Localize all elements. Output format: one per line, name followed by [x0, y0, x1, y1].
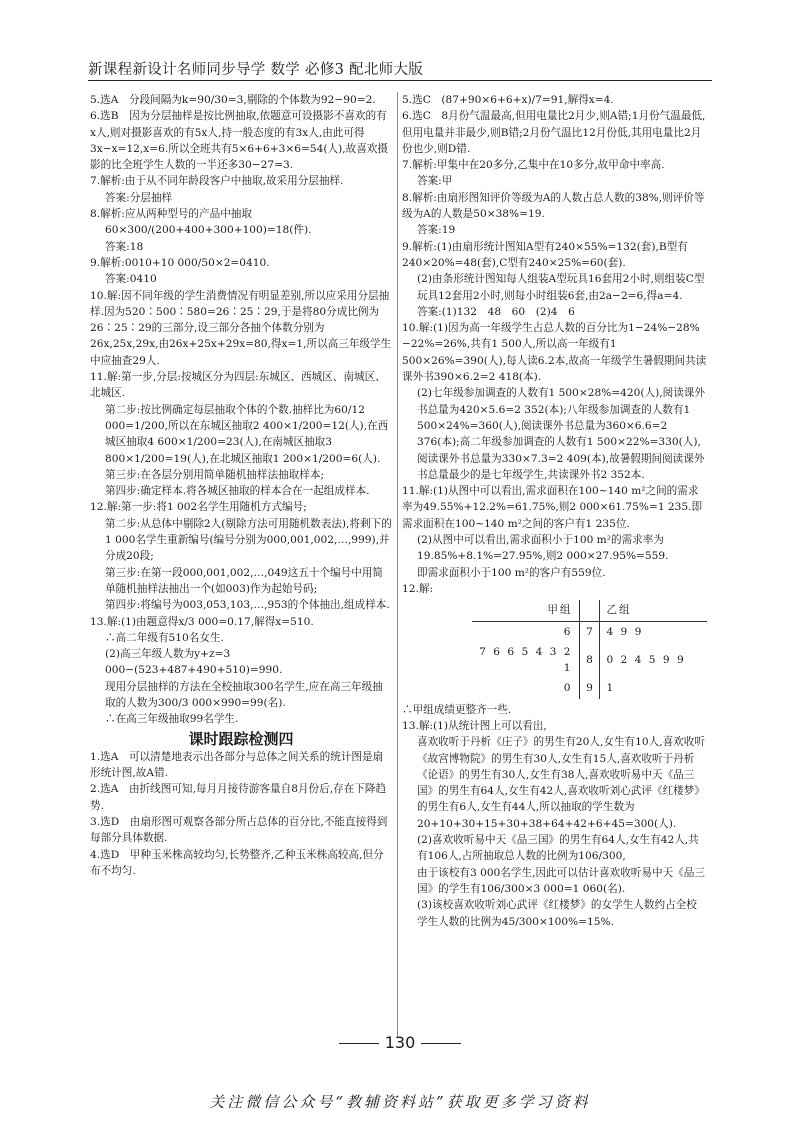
page-number: 130 — [0, 1033, 800, 1052]
quiz-answer-1: 1.选A 可以清楚地表示出各部分与总体之间关系的统计图是扇形统计图,故A错. — [90, 750, 384, 780]
quiz-answer-2: 2.选A 由折线图可知,每月月接待游客量自8月份后,存在下降趋势. — [90, 783, 387, 812]
stem-leaf-row: 6 7 4 9 9 — [472, 621, 707, 642]
quiz-answer-13-part1: 喜欢收听于丹析《庄子》的男生有20人,女生有10人,喜欢收听《故宫博物院》的男生有30人,女生有15人,喜欢收听于丹析《论语》的男生有30人,女生有38人,喜欢收听易中天《品三国》的男生有64人,女生有42人,喜欢收听刘心武评《红楼梦》的男生有6人,女生有44人,所以抽取的学生数为20+10+30+15+30+38+64+42+6+45=300(人). — [417, 736, 705, 830]
answer-11-step3: 第三步:在各层分别用简单随机抽样法抽取样本; — [105, 468, 325, 481]
quiz-answer-11-line3: 即需求面积小于100 m²的客户有559位. — [417, 566, 606, 579]
stem-leaf-row: 7 6 6 5 4 3 2 1 8 0 2 4 5 9 9 — [472, 642, 707, 679]
quiz-answer-7-result: 答案:甲 — [417, 175, 453, 188]
answer-12-step2: 第二步:从总体中剔除2人(剔除方法可用随机数表法),将剩下的1 000名学生重新编号(编号分别为000,001,002,…,999),并分成20段; — [105, 517, 392, 563]
answer-6: 6.选B 因为分层抽样是按比例抽取,依题意可设摄影不喜欢的有x人,则对摄影喜欢的有5x人,持一般态度的有3x人,由此可得3x−x=12,x=6.所以全班共有5×6+6+3×6=54(人),故喜欢摄影的比全班学生人数的一半还多30−27=3. — [90, 110, 388, 172]
answer-11: 11.解:第一步,分层:按城区分为四层:东城区、西城区、南城区、北城区. — [90, 371, 386, 400]
answer-8: 8.解析:应从两种型号的产品中抽取 — [90, 208, 252, 221]
quiz-answer-9-part2: (2)由条形统计图知每人组装A型玩具16套用2小时,则组装C型玩具12套用2小时,则每小时组装6套,由2a−2=6,得a=4. — [417, 273, 705, 302]
answer-13-line2: ∴高二年级有510名女生. — [105, 631, 224, 644]
answer-13-part2: (2)高三年级人数为y+z=3 000−(523+487+490+510)=990. — [105, 648, 283, 677]
right-column — [402, 92, 707, 930]
answer-12: 12.解:第一步:将1 002名学生用随机方式编号; — [90, 501, 307, 514]
answer-12-step3: 第三步:在第一段000,001,002,…,049这五十个编号中用简单随机抽样法抽出一个(如003)作为起始号码; — [105, 566, 384, 595]
quiz-answer-11: 11.解:(1)从图中可以看出,需求面积在100~140 m²之间的需求率为49.55%+12.2%=61.75%,则2 000×61.75%=1 235.即需求面积在100~140 m²之间的客户有1 235位. — [402, 485, 703, 530]
stem-leaf-row: 0 9 1 — [472, 678, 707, 698]
quiz-answer-10-part2: (2)七年级参加调查的人数有1 500×28%=420(人),阅读课外书总量为420×5.6=2 352(本);八年级参加调查的人数有1 500×24%=360(人),阅读课外书总量为360×6.6=2 376(本);高二年级参加调查的人数有1 500×22%=330(人),阅读课外书总量为330×7.3=2 409(本),故暑假期间阅读课外书总量最少的是七年级学生,共读课外书2 352本. — [417, 387, 705, 481]
answer-13: 13.解:(1)由题意得x/3 000=0.17,解得x=510. — [90, 615, 314, 628]
stem-leaf-plot — [402, 600, 707, 698]
quiz-answer-6: 6.选C 8月份气温最高,但用电量比2月少,则A错;1月份气温最低,但用电量并非最少,则B错;2月份气温比12月份低,其用电量比2月份也少,则D错. — [402, 110, 706, 155]
answer-9: 9.解析:0010+10 000/50×2=0410. — [90, 256, 270, 269]
answer-7: 7.解析:由于从不同年龄段客户中抽取,故采用分层抽样. — [90, 175, 344, 188]
left-column — [90, 92, 392, 879]
answer-10: 10.解:因不同年级的学生消费情况有明显差别,所以应采用分层抽样.因为520∶500∶580=26∶25∶29,于是将80分成比例为26∶25∶29的三部分,设三部分各抽个体数分别为26x,25x,29x,由26x+25x+29x=80,得x=1,所以高三年级学生中应抽查29人. — [90, 289, 392, 367]
quiz-answer-8: 8.解析:由扇形图知评价等级为A的人数占总人数的38%,则评价等级为A的人数是50×38%=19. — [402, 191, 705, 221]
stem-leaf-left-header: 甲组 — [472, 600, 579, 621]
page-header: 新课程新设计名师同步导学 数学 必修3 配北师大版 — [88, 62, 424, 78]
header-rule — [88, 80, 712, 81]
quiz-answer-8-result: 答案:19 — [417, 224, 456, 237]
answer-8-result: 答案:18 — [105, 240, 144, 253]
quiz-answer-13: 13.解:(1)从统计图上可以看出, — [402, 719, 547, 732]
answer-12-step4: 第四步:将编号为003,053,103,…,953的个体抽出,组成样本. — [105, 599, 390, 612]
quiz-answer-13-part2: (2)喜欢收听易中天《品三国》的男生有64人,女生有42人,共有106人,占所抽取总人数的比例为106/300, — [417, 834, 699, 863]
quiz-answer-5: 5.选C (87+90×6+6+x)/7=91,解得x=4. — [402, 94, 614, 106]
quiz-answer-7: 7.解析:甲集中在20多分,乙集中在10多分,故甲命中率高. — [402, 159, 665, 172]
section-title: 课时跟踪检测四 — [188, 729, 294, 748]
answer-5: 5.选A 分段间隔为k=90/30=3,剔除的个体数为92−90=2. — [90, 94, 376, 106]
quiz-answer-9-result: 答案:(1)132 48 60 (2)4 6 — [417, 305, 575, 318]
quiz-answer-9: 9.解析:(1)由扇形统计图知A型有240×55%=132(套),B型有240×20%=48(套),C型有240×25%=60(套). — [402, 240, 688, 269]
footer-note: 关注微信公众号“教辅资料站”获取更多学习资料 — [209, 1093, 591, 1111]
answer-9-result: 答案:0410 — [105, 273, 157, 286]
quiz-answer-10: 10.解:(1)因为高一年级学生占总人数的百分比为1−24%−28%−22%=26%,共有1 500人,所以高一年级有1 500×26%=390(人),每人读6.2本,故高一年级学生暑假期间共读课外书390×6.2=2 418(本). — [402, 322, 707, 384]
quiz-answer-12-conclusion: ∴甲组成绩更整齐一些. — [402, 703, 512, 716]
answer-7-result: 答案:分层抽样 — [105, 191, 173, 204]
quiz-answer-4: 4.选D 甲种玉米株高较均匀,长势整齐,乙种玉米株高较高,但分布不均匀. — [90, 848, 384, 877]
quiz-answer-12: 12.解: — [402, 582, 434, 595]
answer-11-step2: 第二步:按比例确定每层抽取个体的个数.抽样比为60/12 000=1/200,所以在东城区抽取2 400×1/200=12(人),在西城区抽取4 600×1/200=23(人),在南城区抽取3 800×1/200=19(人),在北城区抽取1 200×1/200=6(人). — [105, 403, 389, 465]
answer-13-line4: 现用分层抽样的方法在全校抽取300名学生,应在高三年级抽取的人数为300/3 000×990=99(名). — [105, 680, 383, 709]
answer-8-formula: 60×300/(200+400+300+100)=18(件). — [105, 224, 312, 237]
quiz-answer-13-part3: (3)该校喜欢收听刘心武评《红楼梦》的女学生人数约占全校学生人数的比例为45/300×100%=15%. — [417, 899, 697, 928]
quiz-answer-13-estimate: 由于该校有3 000名学生,因此可以估计喜欢收听易中天《品三国》的学生有106/300×3 000=1 060(名). — [417, 866, 705, 895]
quiz-answer-3: 3.选D 由扇形图可观察各部分所占总体的百分比,不能直接得到每部分具体数据. — [90, 816, 388, 845]
quiz-answer-11-part2: (2)从图中可以看出,需求面积小于100 m²的需求率为19.85%+8.1%=27.95%,则2 000×27.95%=559. — [417, 534, 669, 563]
answer-13-line5: ∴在高三年级抽取99名学生. — [105, 713, 239, 726]
column-divider — [397, 92, 398, 1037]
stem-leaf-right-header: 乙组 — [600, 600, 707, 621]
answer-11-step4: 第四步:确定样本.将各城区抽取的样本合在一起组成样本. — [105, 485, 370, 498]
